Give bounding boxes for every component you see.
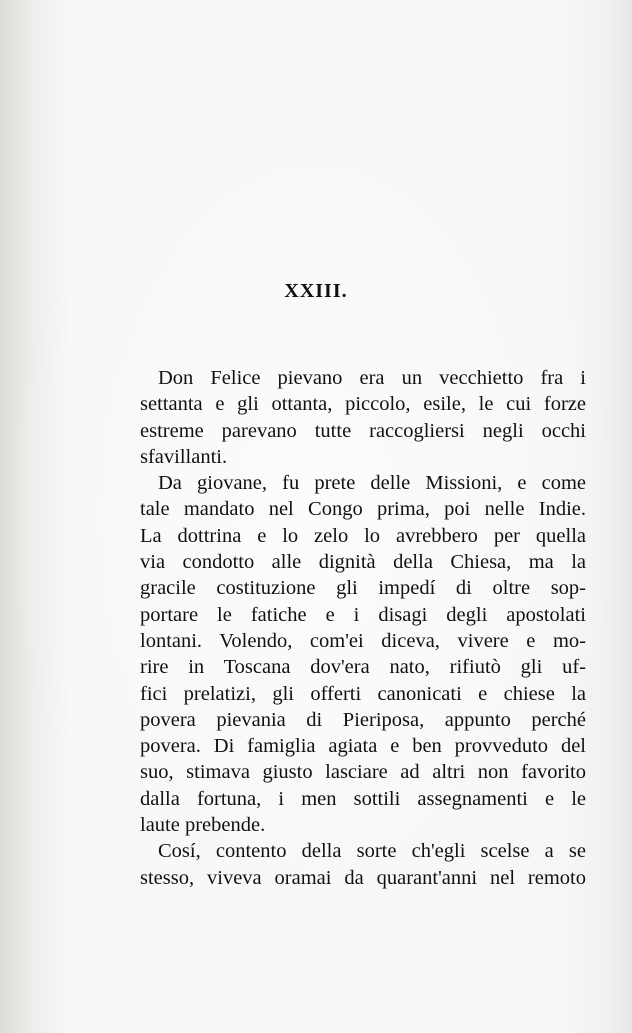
text-line: portare le fatiche e i disagi degli apostolati	[140, 603, 586, 626]
text-line: Cosí, contento della sorte ch'egli scelse a se	[158, 840, 586, 863]
text-line: lontani. Volendo, com'ei diceva, vivere e mo-	[140, 629, 586, 652]
text-line: settanta e gli ottanta, piccolo, esile, le cui forze	[140, 393, 586, 416]
body-text	[140, 365, 586, 891]
text-line: suo, stimava giusto lasciare ad altri non favorito	[140, 761, 586, 784]
text-line: estreme parevano tutte raccogliersi negli occhi	[140, 419, 586, 442]
text-line: gracile costituzione gli impedí di oltre sop-	[140, 577, 586, 600]
text-line: povera. Di famiglia agiata e ben provveduto del	[140, 735, 586, 758]
paragraph-1	[140, 365, 586, 470]
text-line: tale mandato nel Congo prima, poi nelle Indie.	[140, 498, 586, 521]
text-line: Don Felice pievano era un vecchietto fra i	[158, 367, 586, 389]
text-line: Da giovane, fu prete delle Missioni, e come	[158, 472, 586, 495]
chapter-heading: XXIII.	[284, 280, 348, 302]
text-line: fici prelatizi, gli offerti canonicati e chiese la	[140, 682, 586, 705]
text-line: laute prebende.	[140, 814, 266, 837]
text-line: sfavillanti.	[140, 445, 228, 468]
text-line: La dottrina e lo zelo lo avrebbero per quella	[140, 524, 586, 547]
text-line: rire in Toscana dov'era nato, rifiutò gli uf-	[140, 656, 586, 679]
paragraph-3	[140, 838, 586, 891]
text-line: dalla fortuna, i men sottili assegnamenti e le	[140, 787, 586, 810]
text-line: via condotto alle dignità della Chiesa, ma la	[140, 551, 586, 574]
text-line: stesso, viveva oramai da quarant'anni nel remoto	[140, 866, 586, 889]
text-line: povera pievania di Pieriposa, appunto perché	[140, 708, 586, 731]
paragraph-2	[140, 470, 586, 838]
